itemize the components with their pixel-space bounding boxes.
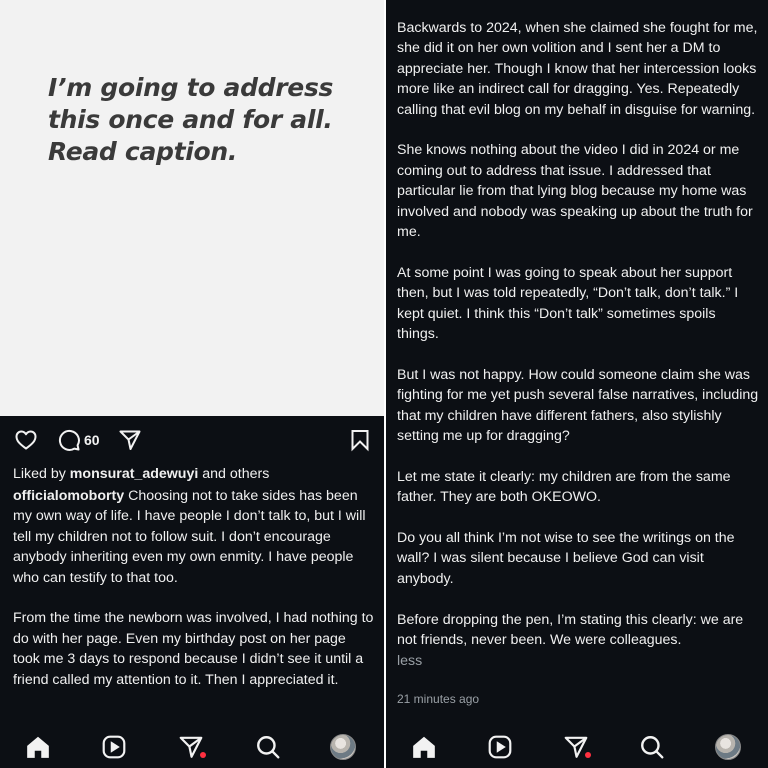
caption-continued (397, 18, 759, 671)
avatar[interactable] (330, 734, 356, 760)
liked-by-line (13, 464, 375, 484)
search-icon[interactable] (639, 734, 665, 760)
bottom-nav-bar (0, 722, 384, 768)
liked-by-username[interactable]: monsurat_adewuyi (69, 466, 199, 482)
caption-paragraph (13, 486, 375, 588)
caption-text: Before dropping the pen, I’m stating this clearly: we are not friends, never been. We were colleagues. (397, 611, 744, 649)
caption-paragraph: Let me state it clearly: my children are from the same father. They are both OKEOWO. (397, 468, 731, 506)
bookmark-icon[interactable] (348, 428, 372, 452)
home-icon[interactable] (411, 734, 437, 760)
comment-count[interactable]: 60 (84, 432, 100, 448)
profile-avatar[interactable] (330, 734, 356, 760)
notification-dot (585, 752, 591, 758)
bottom-nav-bar (386, 722, 768, 768)
liked-by-suffix[interactable]: and others (198, 466, 270, 482)
home-icon[interactable] (25, 734, 51, 760)
caption-paragraph (397, 610, 759, 671)
liked-by-prefix: Liked by (13, 466, 70, 482)
caption-paragraph: She knows nothing about the video I did in 2024 or me coming out to address that issue. I addressed that particular lie from that lying blog because my home was involved and nobody was speaking up about the truth for me. (397, 142, 753, 241)
caption-paragraph: But I was not happy. How could someone claim she was fighting for me yet push several false narratives, including that my children have different fathers, also stylishly setting me up for dragging? (397, 366, 759, 445)
author-username[interactable]: officialomoborty (13, 488, 125, 504)
search-icon[interactable] (255, 734, 281, 760)
messages-icon[interactable] (178, 734, 204, 760)
post-timestamp: 21 minutes ago (397, 692, 480, 706)
reels-icon[interactable] (101, 734, 127, 760)
right-screenshot (386, 0, 768, 768)
less-link[interactable]: less (397, 652, 423, 669)
messages-icon[interactable] (563, 734, 589, 760)
notification-dot (200, 752, 206, 758)
comment-icon[interactable] (57, 428, 81, 452)
send-icon[interactable] (118, 428, 142, 452)
heart-icon[interactable] (14, 428, 38, 452)
caption-text: Choosing not to take sides has been my own way of life. I have people I don’t talk to, but I will tell my children not to follow suit. I don’t encourage anybody inheriting even my own enmity. I have people who can testify to that too. (13, 488, 366, 586)
profile-avatar[interactable] (715, 734, 741, 760)
post-action-bar (0, 420, 384, 458)
avatar[interactable] (715, 734, 741, 760)
caption-paragraph: From the time the newborn was involved, I had nothing to do with her page. Even my birthday post on her page took me 3 days to respond because I didn’t see it until a friend called my attention to it. Then I appreciated it. (13, 610, 374, 688)
post-caption (13, 486, 375, 710)
caption-paragraph: Backwards to 2024, when she claimed she fought for me, she did it on her own volition and I sent her a DM to appreciate her. Though I know that her intercession looks more like an indirect call for dragging. Yes. Repeatedly calling that evil blog on my behalf in disguise for warning. (397, 20, 758, 118)
post-image-text: I’m going to address this once and for all. Read caption. (48, 73, 334, 166)
reels-icon[interactable] (487, 734, 513, 760)
caption-paragraph: At some point I was going to speak about her support then, but I was told repeatedly, “Don’t talk, don’t talk.” I kept quiet. I think this “Don’t talk” sometimes spoils things. (397, 264, 739, 343)
post-image[interactable] (0, 0, 384, 416)
caption-paragraph: Do you all think I’m not wise to see the writings on the wall? I was silent because I believe God can visit anybody. (397, 530, 735, 587)
